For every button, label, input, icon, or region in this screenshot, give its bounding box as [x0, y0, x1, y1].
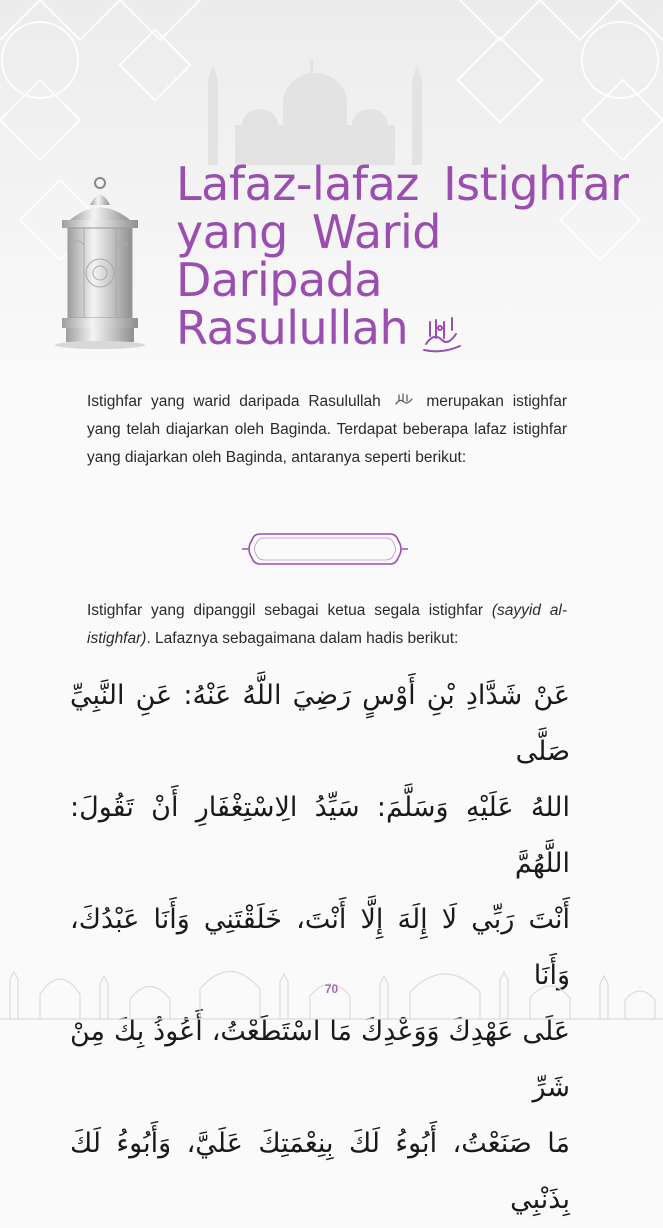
intro-text-end: merupakan istighfar yang telah diajarkan oleh Baginda. Terdapat beberapa lafaz istighfar yang diajarkan oleh Baginda, antaranya seperti berikut:: [87, 393, 567, 466]
title-line: Daripada: [176, 253, 383, 307]
mosque-skyline-footer: [0, 934, 663, 1024]
mosque-silhouette: [200, 55, 430, 165]
hadith-line: مَا صَنَعْتُ، أَبُوءُ لَكَ بِنِعْمَتِكَ عَلَيَّ، وَأَبُوءُ لَكَ بِذَنْبِي: [70, 1128, 570, 1215]
page-number: 70: [324, 982, 339, 996]
hadith-line: اللهُ عَلَيْهِ وَسَلَّمَ: سَيِّدُ الِاسْتِغْفَارِ أَنْ تَقُولَ: اللَّهُمَّ: [70, 792, 570, 879]
title-line: yang Warid: [176, 205, 442, 259]
page-title: [176, 157, 646, 356]
section-text-start: Istighfar yang dipanggil sebagai ketua segala istighfar: [87, 602, 483, 619]
section-text-end: . Lafaznya sebagaimana dalam hadis berikut:: [146, 630, 459, 647]
section-paragraph: [87, 597, 567, 653]
lantern-illustration: [48, 175, 153, 350]
intro-paragraph: [87, 388, 567, 472]
hadith-line: أَنْتَ رَبِّي لَا إِلَهَ إِلَّا أَنْتَ، خَلَقْتَنِي وَأَنَا عَبْدُكَ، وَأَنَا: [70, 904, 570, 991]
salawat-inline-icon: [394, 392, 414, 408]
intro-text-start: Istighfar yang warid daripada Rasulullah: [87, 393, 381, 410]
section-italic-term: (sayyid al-istighfar): [87, 602, 567, 647]
ornamental-divider: [240, 528, 410, 570]
title-line-text: Rasulullah: [176, 301, 409, 355]
hadith-line: عَلَى عَهْدِكَ وَوَعْدِكَ مَا اسْتَطَعْتُ، أَعُوذُ بِكَ مِنْ شَرِّ: [70, 1016, 570, 1103]
title-line: [176, 301, 646, 356]
hadith-line: عَنْ شَدَّادِ بْنِ أَوْسٍ رَضِيَ اللَّهُ عَنْهُ: عَنِ النَّبِيِّ صَلَّى: [70, 680, 570, 767]
salawat-calligraphy-icon: [418, 308, 466, 356]
title-line: Lafaz-lafaz Istighfar: [176, 157, 629, 211]
